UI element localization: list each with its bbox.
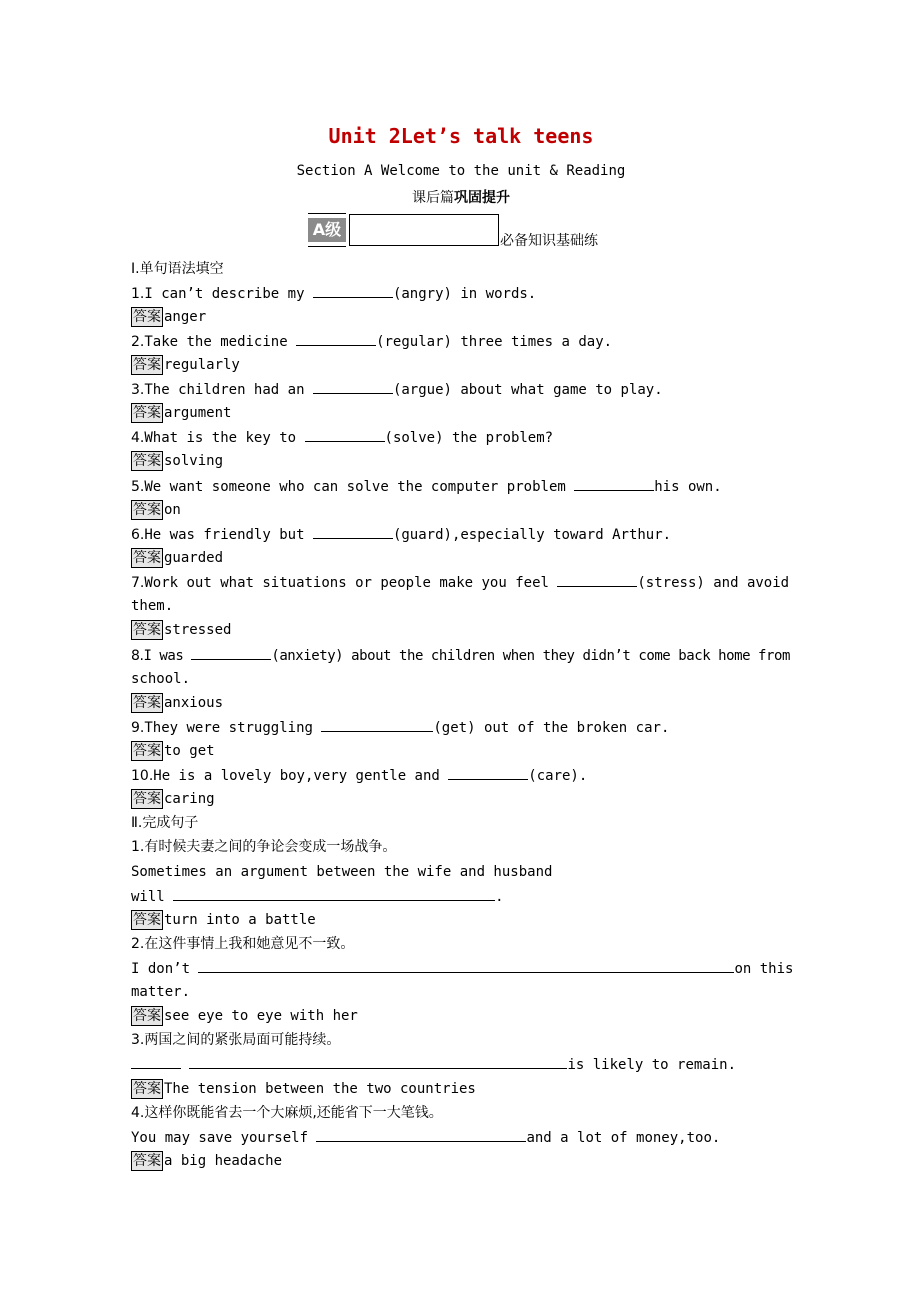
question-number: 1. [131, 839, 145, 855]
answer-text: argument [164, 405, 232, 421]
answer-badge: 答案 [133, 695, 161, 711]
answer-row [131, 693, 223, 713]
answer-row [131, 1079, 476, 1099]
question-row [131, 331, 612, 352]
answer-blank[interactable] [198, 958, 734, 973]
answer-badge: 答案 [133, 357, 161, 373]
practice-subtitle-prefix: 课后篇 [412, 190, 454, 206]
part2-heading: Ⅱ.完成句子 [131, 815, 199, 831]
answer-text: on [164, 502, 181, 518]
answer-badge: 答案 [133, 622, 161, 638]
practice-subtitle-bold: 巩固提升 [454, 190, 510, 206]
practice-subtitle [131, 187, 791, 207]
answer-row [131, 1151, 282, 1171]
answer-text: anxious [164, 695, 224, 711]
level-badge-label: A级 [308, 218, 346, 242]
answer-badge: 答案 [133, 502, 161, 518]
answer-row [131, 451, 223, 471]
answer-blank[interactable] [313, 524, 393, 539]
question-text: He is a lovely boy,very gentle and [153, 768, 449, 784]
sentence-text: I don’t [131, 961, 199, 977]
answer-badge: 答案 [133, 309, 161, 325]
answer-row [131, 910, 316, 930]
answer-row [131, 500, 181, 520]
question-text: He was friendly but [144, 527, 313, 543]
question-text: (guard),especially toward Arthur. [392, 527, 672, 543]
question-number: 4. [131, 430, 145, 446]
question-number: 10. [131, 768, 154, 784]
answer-blank[interactable] [173, 886, 495, 901]
answer-blank[interactable] [316, 1127, 526, 1142]
answer-blank[interactable] [131, 1054, 181, 1069]
question-text: (regular) three times a day. [376, 334, 613, 350]
question-text: Take the medicine [144, 334, 297, 350]
answer-text: The tension between the two countries [164, 1081, 476, 1097]
unit-title: Unit 2Let’s talk teens [328, 124, 594, 148]
english-sentence: matter. [131, 984, 191, 1000]
sentence-text: You may save yourself [131, 1130, 317, 1146]
answer-badge: 答案 [133, 405, 161, 421]
question-text: (solve) the problem? [384, 430, 554, 446]
question-number: 5. [131, 479, 145, 495]
chinese-prompt [131, 1103, 443, 1123]
answer-text: to get [164, 743, 215, 759]
answer-row [131, 403, 231, 423]
question-number: 6. [131, 527, 145, 543]
answer-blank[interactable] [313, 283, 393, 298]
question-text: (get) out of the broken car. [433, 720, 670, 736]
english-sentence [131, 1054, 736, 1075]
answer-badge: 答案 [133, 743, 161, 759]
question-number: 3. [131, 1032, 145, 1048]
question-text: (angry) in words. [392, 286, 537, 302]
answer-badge: 答案 [133, 1008, 161, 1024]
chinese-prompt [131, 934, 354, 954]
answer-text: stressed [164, 622, 232, 638]
question-text: We want someone who can solve the computer problem [144, 479, 575, 495]
chinese-prompt [131, 837, 396, 857]
question-row [131, 283, 536, 304]
question-row [131, 427, 553, 448]
answer-blank[interactable] [191, 645, 271, 660]
english-sentence: Sometimes an argument between the wife and husband [131, 864, 553, 880]
question-text: (argue) about what game to play. [392, 382, 663, 398]
question-text: I can’t describe my [144, 286, 313, 302]
question-number: 2. [131, 936, 145, 952]
answer-text: solving [164, 453, 224, 469]
question-continuation: school. [131, 671, 191, 687]
english-sentence [131, 958, 793, 979]
answer-text: turn into a battle [164, 912, 316, 928]
chinese-text: 这样你既能省去一个大麻烦,还能省下一大笔钱。 [144, 1105, 443, 1121]
sentence-text: is likely to remain. [567, 1057, 737, 1073]
answer-blank[interactable] [574, 476, 654, 491]
section-subtitle: Section A Welcome to the unit & Reading [296, 163, 626, 179]
answer-blank[interactable] [448, 765, 528, 780]
sentence-text: . [495, 889, 504, 905]
question-text: They were struggling [144, 720, 322, 736]
question-text: What is the key to [144, 430, 305, 446]
question-text: (anxiety) about the children when they didn’t come back home from [271, 648, 790, 664]
answer-blank[interactable] [321, 717, 433, 732]
chinese-text: 两国之间的紧张局面可能持续。 [144, 1032, 341, 1048]
question-text: (care). [528, 768, 588, 784]
question-number: 2. [131, 334, 145, 350]
chinese-text: 在这件事情上我和她意见不一致。 [144, 936, 355, 952]
question-text: his own. [654, 479, 722, 495]
question-number: 8. [131, 648, 144, 664]
answer-blank[interactable] [313, 379, 393, 394]
question-text: (stress) and avoid [637, 575, 790, 591]
answer-badge: 答案 [133, 1081, 161, 1097]
answer-row [131, 307, 206, 327]
part1-heading: Ⅰ.单句语法填空 [131, 261, 224, 277]
question-row [131, 379, 663, 400]
answer-badge: 答案 [133, 1153, 161, 1169]
answer-blank[interactable] [189, 1054, 567, 1069]
answer-text: a big headache [164, 1153, 283, 1169]
answer-row [131, 789, 215, 809]
question-continuation: them. [131, 598, 174, 614]
question-row [131, 476, 722, 497]
question-row [131, 645, 790, 666]
answer-text: guarded [164, 550, 224, 566]
question-number: 3. [131, 382, 145, 398]
chinese-text: 有时候夫妻之间的争论会变成一场战争。 [144, 839, 397, 855]
answer-row [131, 1006, 358, 1026]
level-badge [308, 213, 346, 247]
answer-badge: 答案 [133, 453, 161, 469]
answer-blank[interactable] [305, 427, 385, 442]
question-row [131, 524, 671, 545]
sentence-text: on this [734, 961, 794, 977]
level-box [349, 214, 499, 246]
question-text: Work out what situations or people make you feel [144, 575, 558, 591]
english-sentence [131, 886, 504, 907]
english-sentence [131, 1127, 720, 1148]
question-number: 9. [131, 720, 145, 736]
question-number: 7. [131, 575, 145, 591]
question-text: I was [143, 648, 192, 664]
question-row [131, 717, 669, 738]
question-text: The children had an [144, 382, 313, 398]
answer-row [131, 548, 223, 568]
answer-text: anger [164, 309, 207, 325]
answer-badge: 答案 [133, 912, 161, 928]
answer-text: caring [164, 791, 215, 807]
chinese-prompt [131, 1030, 340, 1050]
answer-row [131, 620, 231, 640]
question-number: 1. [131, 286, 145, 302]
answer-row [131, 741, 215, 761]
answer-badge: 答案 [133, 791, 161, 807]
level-description: 必备知识基础练 [500, 233, 598, 249]
answer-blank[interactable] [296, 331, 376, 346]
answer-text: see eye to eye with her [164, 1008, 358, 1024]
question-row [131, 572, 789, 593]
answer-row [131, 355, 240, 375]
sentence-text: will [131, 889, 174, 905]
sentence-text: and a lot of money,too. [526, 1130, 721, 1146]
question-row [131, 765, 587, 786]
question-number: 4. [131, 1105, 145, 1121]
answer-text: regularly [164, 357, 240, 373]
answer-blank[interactable] [557, 572, 637, 587]
answer-badge: 答案 [133, 550, 161, 566]
